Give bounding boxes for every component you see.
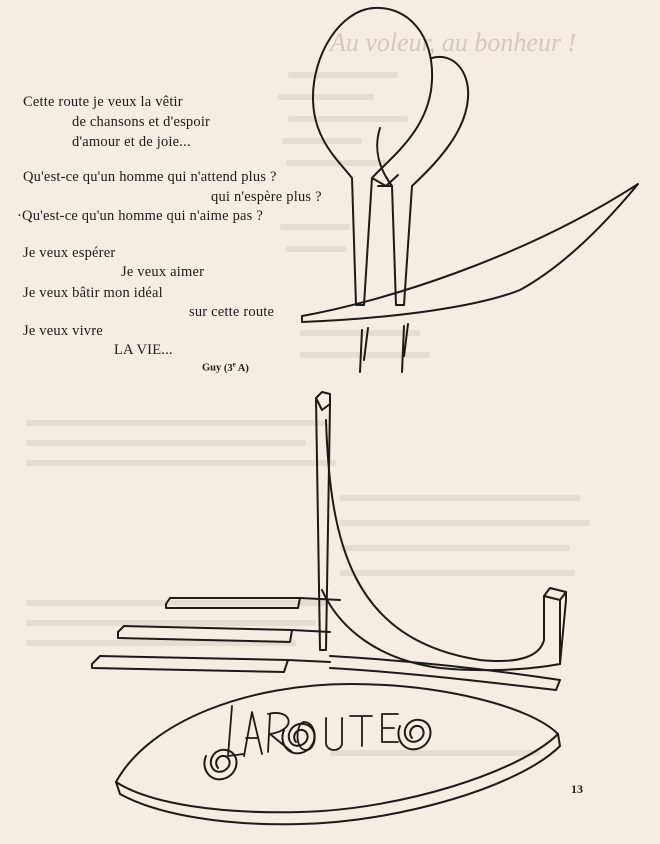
poem-line: de chansons et d'espoir [72,114,211,130]
author-class: (3e A) [223,360,249,374]
vertical-post [316,392,330,650]
author-name: Guy [202,362,222,374]
poem-line: Je veux aimer [121,264,205,280]
spiral-left [204,750,236,780]
poem-line: ·Qu'est-ce qu'un homme qui n'aime pas ? [17,208,263,224]
stem-stubs [360,324,408,372]
poem-line: LA VIE... [114,342,173,358]
poem-line: Je veux vivre [23,323,103,339]
horizontal-slab-1 [166,598,300,608]
poem-line: Cette route je veux la vêtir [23,94,183,110]
large-paddle-shape [313,8,432,305]
curved-sweep [322,420,566,670]
poem-line: Qu'est-ce qu'un homme qui n'attend plus ? [23,169,277,185]
poem-line: qui n'espère plus ? [211,189,322,205]
poem-line: sur cette route [189,304,275,320]
poem-line: Je veux espérer [23,245,116,261]
poem-author [202,360,249,374]
horizontal-slab-3 [92,656,288,672]
lens-base [116,684,558,812]
bleed-through-title: Au voleur, au bonheur ! [330,28,577,57]
poem-line: Je veux bâtir mon idéal [23,285,163,301]
poem-line: d'amour et de joie... [72,134,191,150]
spiral-right [398,720,430,750]
horizontal-slab-2 [118,626,292,642]
page-number: 13 [571,782,583,796]
